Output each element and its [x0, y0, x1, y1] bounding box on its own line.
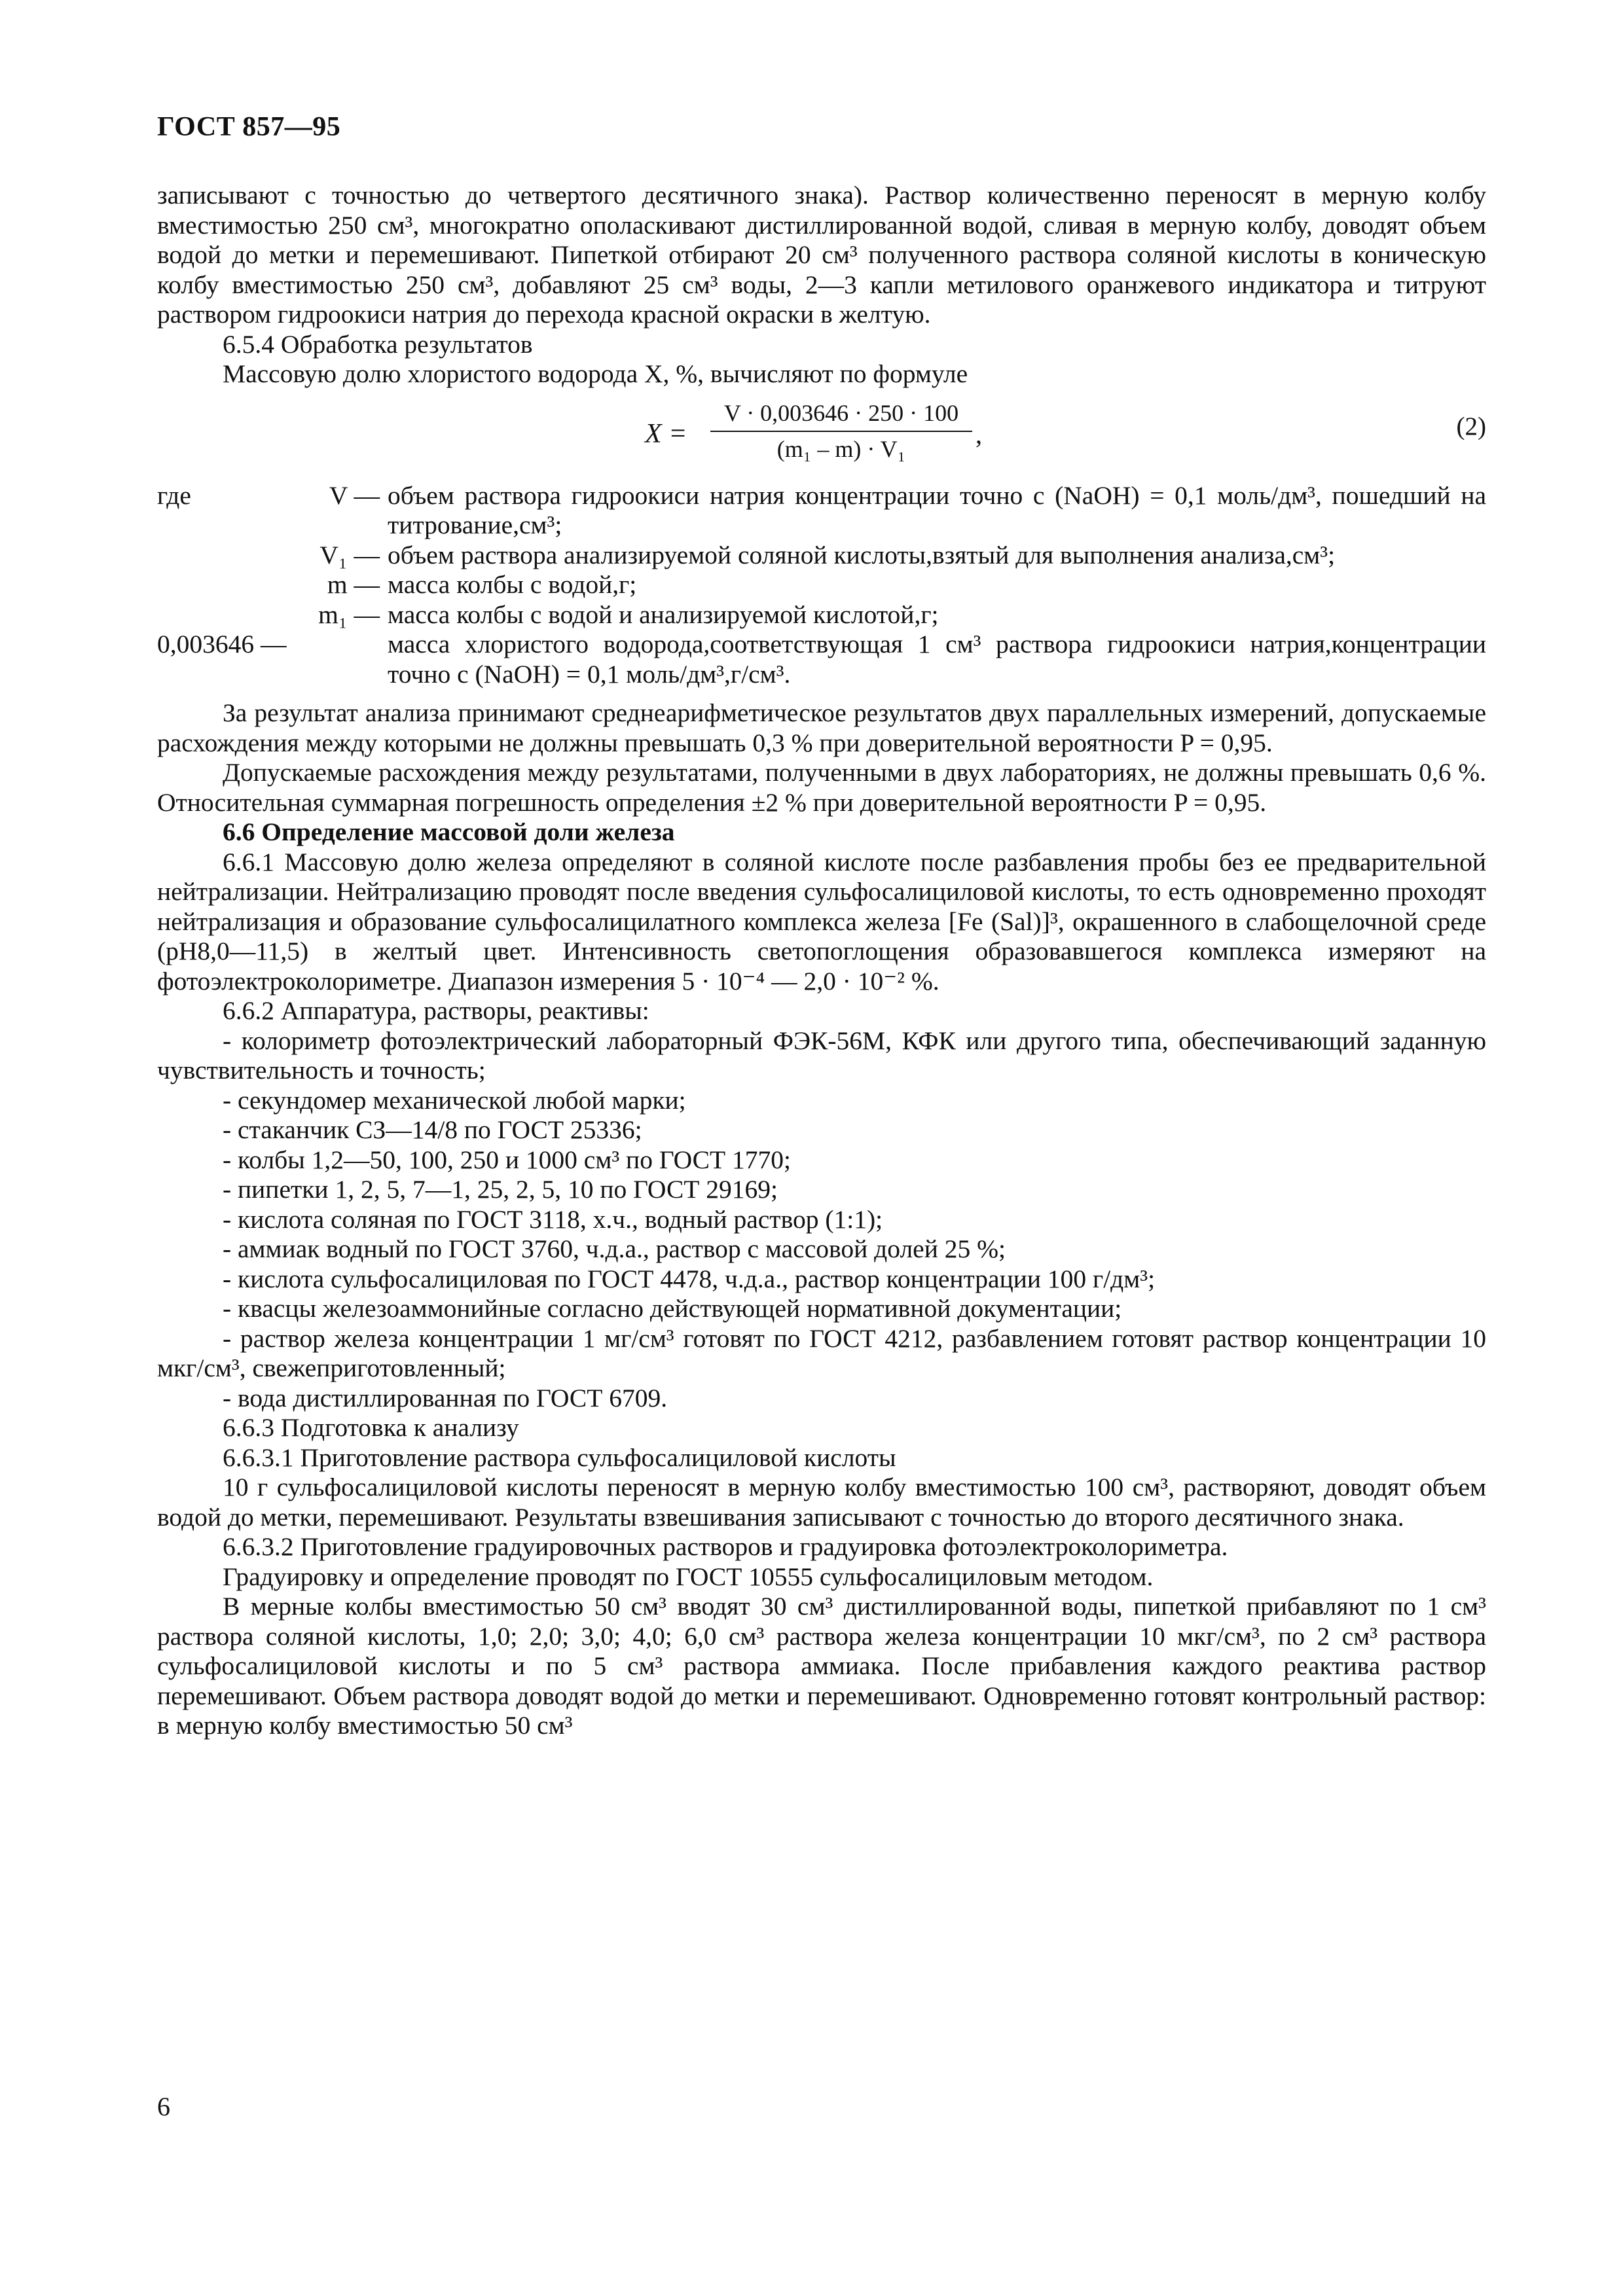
formula-denominator: (m₁ – m) · V₁ [776, 436, 906, 462]
section-6-6-3-1-heading: 6.6.3.1 Приготовление раствора сульфосалициловой кислоты [223, 1443, 896, 1472]
list-item: - квасцы железоаммонийные согласно действующей нормативной документации; [223, 1294, 1122, 1323]
paragraph-graduation: Градуировку и определение проводят по ГОСТ 10555 сульфосалициловым методом. [223, 1562, 1154, 1591]
paragraph-6-6-3-1: 10 г сульфосалициловой кислоты переносят в мерную колбу вместимостью 100 см³, растворяют, доводят объем водой до метки, перемешивают. Результаты взвешивания записывают с точностью до второго десятичного знака. [157, 1473, 1486, 1532]
list-item: - колбы 1,2—50, 100, 250 и 1000 см³ по ГОСТ 1770; [223, 1145, 791, 1174]
variable-definitions [157, 481, 1486, 690]
paragraph-result: За результат анализа принимают среднеарифметическое результатов двух параллельных измерений, допускаемые расхождения между которыми не должны превышать 0,3 % при доверительной вероятности P = 0,95. [157, 698, 1486, 757]
formula-numerator: V · 0,003646 · 250 · 100 [710, 399, 972, 433]
formula-2 [157, 393, 1486, 472]
definition-text: масса хлористого водорода,соответствующая 1 см³ раствора гидроокиси натрия,концентрации точно c (NaOH) = 0,1 моль/дм³,г/см³. [388, 630, 1486, 689]
list-item: - секундомер механической любой марки; [223, 1085, 686, 1115]
definition-row [157, 570, 1486, 600]
list-item: - кислота сульфосалициловая по ГОСТ 4478, ч.д.а., раствор концентрации 100 г/дм³; [223, 1264, 1156, 1293]
section-6-6-3-heading: 6.6.3 Подготовка к анализу [223, 1413, 519, 1442]
document-header: ГОСТ 857—95 [157, 112, 341, 142]
definition-symbol: m — [327, 570, 380, 599]
list-item: - колориметр фотоэлектрический лабораторный ФЭК-56М, КФК или другого типа, обеспечивающий заданную чувствительность и точность; [157, 1026, 1486, 1085]
formula-intro: Массовую долю хлористого водорода X, %, вычисляют по формуле [223, 359, 968, 388]
paragraph-procedure: В мерные колбы вместимостью 50 см³ вводят 30 см³ дистиллированной воды, пипеткой прибавляют по 1 см³ раствора соляной кислоты, 1,0; 2,0; 3,0; 4,0; 6,0 см³ раствора железа концентрации 10 мкг/см³, по 2 см³ раствора сульфосалициловой кислоты и по 5 см³ раствора аммиака. После прибавления каждого реактива раствор перемешивают. Объем раствора доводят водой до метки и перемешивают. Одновременно готовят контрольный раствор: в мерную колбу вместимостью 50 см³ [157, 1592, 1486, 1740]
list-item: - кислота соляная по ГОСТ 3118, х.ч., водный раствор (1:1); [223, 1204, 883, 1234]
formula-number: (2) [1456, 412, 1486, 440]
paragraph-6-6-1: 6.6.1 Массовую долю железа определяют в соляной кислоте после разбавления пробы без ее предварительной нейтрализации. Нейтрализацию проводят после введения сульфосалициловой кислоты, то есть одновременно проходят нейтрализация и образование сульфосалицилатного комплекса железа [Fe (Sal)]³, окрашенного в слабощелочной среде (pH8,0—11,5) в желтый цвет. Интенсивность светопоглощения образовавшегося комплекса измеряют на фотоэлектроколориметре. Диапазон измерения 5 · 10⁻⁴ — 2,0 · 10⁻² %. [157, 847, 1486, 996]
definition-text: масса колбы с водой,г; [388, 570, 637, 599]
list-item: - пипетки 1, 2, 5, 7—1, 25, 2, 5, 10 по ГОСТ 29169; [223, 1175, 778, 1204]
reagent-list [157, 1026, 1486, 1414]
paragraph-continuation: записывают с точностью до четвертого десятичного знака). Раствор количественно переносят в мерную колбу вместимостью 250 см³, многократно ополаскивают дистиллированной водой, сливая в мерную колбу, доводят объем водой до метки и перемешивают. Пипеткой отбирают 20 см³ полученного раствора соляной кислоты в коническую колбу вместимостью 250 см³, добавляют 25 см³ воды, 2—3 капли метилового оранжевого индикатора и титруют раствором гидроокиси натрия до перехода красной окраски в желтую. [157, 181, 1486, 329]
list-item: - стаканчик СЗ—14/8 по ГОСТ 25336; [223, 1115, 642, 1144]
list-item: - вода дистиллированная по ГОСТ 6709. [223, 1383, 668, 1412]
document-body [157, 181, 1486, 1741]
section-6-6-2-heading: 6.6.2 Аппаратура, растворы, реактивы: [223, 996, 649, 1025]
section-6-5-4-heading: 6.5.4 Обработка результатов [223, 329, 533, 359]
definition-text: объем раствора анализируемой соляной кислоты,взятый для выполнения анализа,см³; [388, 540, 1336, 569]
definition-symbol: 0,003646 — [157, 630, 287, 658]
definition-row [157, 630, 1486, 689]
section-6-6-3-2-heading: 6.6.3.2 Приготовление градуировочных растворов и градуировка фотоэлектроколориметра. [223, 1532, 1228, 1561]
section-6-6-heading: 6.6 Определение массовой доли железа [223, 817, 675, 846]
definition-symbol: m₁ — [318, 600, 380, 629]
definition-text: масса колбы с водой и анализируемой кислотой,г; [388, 600, 939, 629]
paragraph-labs: Допускаемые расхождения между результатами, полученными в двух лабораториях, не должны превышать 0,6 %. Относительная суммарная погрешность определения ±2 % при доверительной вероятности P = 0,95. [157, 758, 1486, 817]
page-number: 6 [157, 2092, 170, 2121]
definition-row [157, 481, 1486, 541]
definition-symbol: V — [329, 480, 380, 510]
formula-fraction [710, 399, 972, 465]
definition-row [157, 600, 1486, 630]
document-page [157, 111, 1486, 1741]
formula-comma: , [976, 419, 982, 449]
definition-symbol: V₁ — [319, 540, 380, 569]
definition-row [157, 541, 1486, 571]
list-item: - раствор железа концентрации 1 мг/см³ готовят по ГОСТ 4212, разбавлением готовят раствор концентрации 10 мкг/см³, свежеприготовленный; [157, 1323, 1486, 1382]
definition-text: объем раствора гидроокиси натрия концентрации точно c (NaOH) = 0,1 моль/дм³, пошедший на титрование,см³; [388, 480, 1486, 539]
formula-lhs: X = [645, 418, 687, 449]
where-label: где [157, 480, 191, 510]
list-item: - аммиак водный по ГОСТ 3760, ч.д.а., раствор с массовой долей 25 %; [223, 1234, 1006, 1263]
